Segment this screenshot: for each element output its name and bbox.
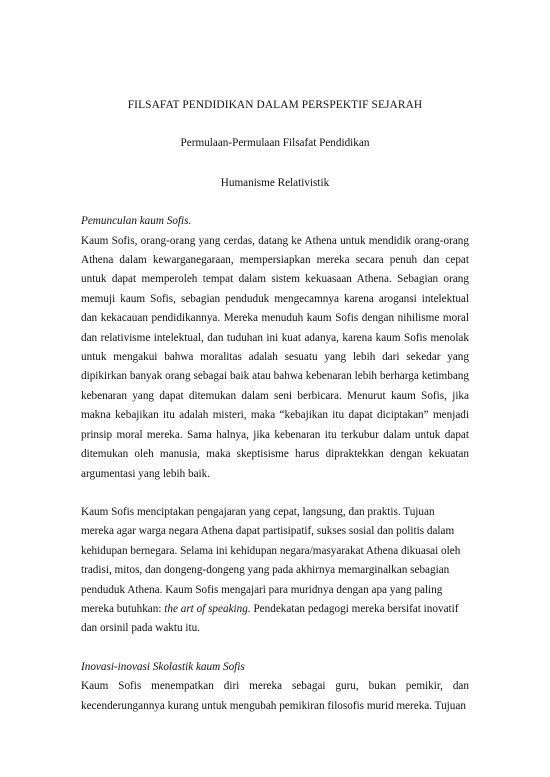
paragraph-text-continued: Pendekatan pedagogi mereka bersifat inovatif dan orsinil pada waktu itu. [81, 602, 459, 635]
document-title: FILSAFAT PENDIDIKAN DALAM PERSPEKTIF SEJARAH [127, 99, 423, 111]
paragraph-inovasi: Kaum Sofis menempatkan diri mereka sebagai guru, bukan pemikir, dan kecenderungannya kurang untuk mengubah pemikiran filosofis murid mereka. Tujuan [81, 680, 469, 712]
paragraph-sofis-pengajaran [81, 503, 469, 639]
paragraph-text: Kaum Sofis menciptakan pengajaran yang cepat, langsung, dan praktis. Tujuan mereka agar warga negara Athena dapat partisipatif, sukses sosial dan politis dalam kehidupan bernegara. Selama ini kehidupan negara/masyarakat Athena dikuasai oleh tradisi, mitos, dan dongeng-dongeng yang pada akhirnya memarginalkan sebagian penduduk Athena. Kaum Sofis mengajari para muridnya dengan apa yang paling mereka butuhkan: [81, 505, 461, 615]
section-heading-pemunculan: Pemunculan kaum Sofis. [81, 215, 192, 228]
document-body [81, 96, 469, 716]
paragraph-sofis-intro: Kaum Sofis, orang-orang yang cerdas, datang ke Athena untuk mendidik orang-orang Athena dalam kewarganegaraan, mempersiapkan mereka secara penuh dan cepat untuk dapat memperoleh tempat dalam sistem kekuasaan Athena. Sebagian orang memuji kaum Sofis, sebagian penduduk mengecamnya karena arogansi intelektual dan kekacauan pendidikannya. Mereka menuduh kaum Sofis dengan nihilisme moral dan relativisme intelektual, dan tuduhan ini kuat adanya, karena kaum Sofis menolak untuk mengakui bahwa moralitas adalah sesuatu yang lebih dari sekedar yang dipikirkan banyak orang sebagai baik atau bahwa kebenaran lebih berharga ketimbang kebenaran yang dapat ditemukan dalam seni berbicara. Menurut kaum Sofis, jika makna kebajikan itu adalah misteri, maka “kebajikan itu dapat diciptakan” menjadi prinsip moral mereka. Sama halnya, jika kebenaran itu terkubur dalam untuk dapat ditemukan oleh manusia, maka skeptisisme harus dipraktekkan dengan kekuatan argumentasi yang lebih baik. [81, 234, 469, 480]
emphasis-the-art-of-speaking: the art of speaking. [164, 602, 251, 615]
section-heading-inovasi: Inovasi-inovasi Skolastik kaum Sofis [81, 660, 245, 673]
document-section-title: Humanisme Relativistik [220, 176, 330, 189]
document-subtitle: Permulaan-Permulaan Filsafat Pendidikan [180, 137, 370, 150]
